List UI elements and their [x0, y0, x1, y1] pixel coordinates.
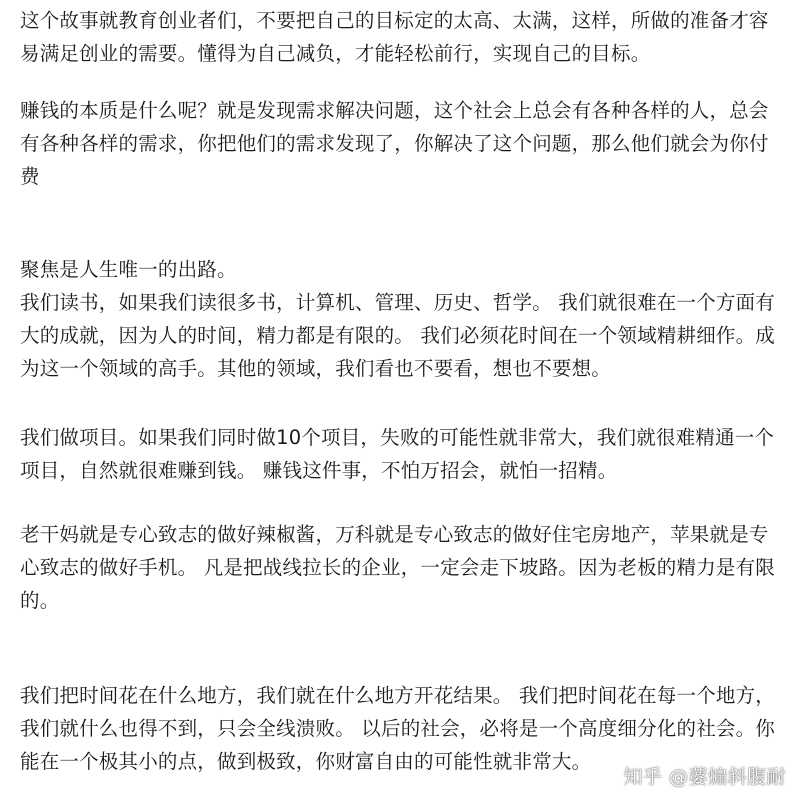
- paragraph-company-examples: 老干妈就是专心致志的做好辣椒酱，万科就是专心致志的做好住宅房地产，苹果就是专心致志的做好手机。 凡是把战线拉长的企业，一定会走下坡路。因为老板的精力是有限的。: [20, 523, 775, 612]
- paragraph-focus-heading: 聚焦是人生唯一的出路。: [20, 258, 237, 281]
- paragraph-reading-books: 我们读书，如果我们读很多书，计算机、管理、历史、哲学。 我们就很难在一个方面有大的成就，因为人的时间，精力都是有限的。 我们必须花时间在一个领域精耕细作。成为这一个领域的高手。其他的领域，我们看也不要看，想也不要想。: [20, 291, 775, 380]
- paragraph-essence-of-money: 赚钱的本质是什么呢？就是发现需求解决问题，这个社会上总会有各种各样的人，总会有各种各样的需求，你把他们的需求发现了，你解决了这个问题，那么他们就会为你付费: [20, 99, 769, 188]
- paragraph-spending-time: 我们把时间花在什么地方，我们就在什么地方开花结果。 我们把时间花在每一个地方，我们就什么也得不到，只会全线溃败。 以后的社会，必将是一个高度细分化的社会。你能在一个极其小的点，做到极致，你财富自由的可能性就非常大。: [20, 684, 775, 773]
- paragraph-startup-goals: 这个故事就教育创业者们，不要把自己的目标定的太高、太满，这样，所做的准备才容易满足创业的需要。懂得为自己减负，才能轻松前行，实现自己的目标。: [20, 9, 769, 65]
- zhihu-watermark: 知乎 @蔢煽斜腹耐: [623, 766, 786, 788]
- paragraph-doing-projects: 我们做项目。如果我们同时做10个项目，失败的可能性就非常大，我们就很难精通一个项目，自然就很难赚到钱。 赚钱这件事，不怕万招会，就怕一招精。: [20, 426, 775, 482]
